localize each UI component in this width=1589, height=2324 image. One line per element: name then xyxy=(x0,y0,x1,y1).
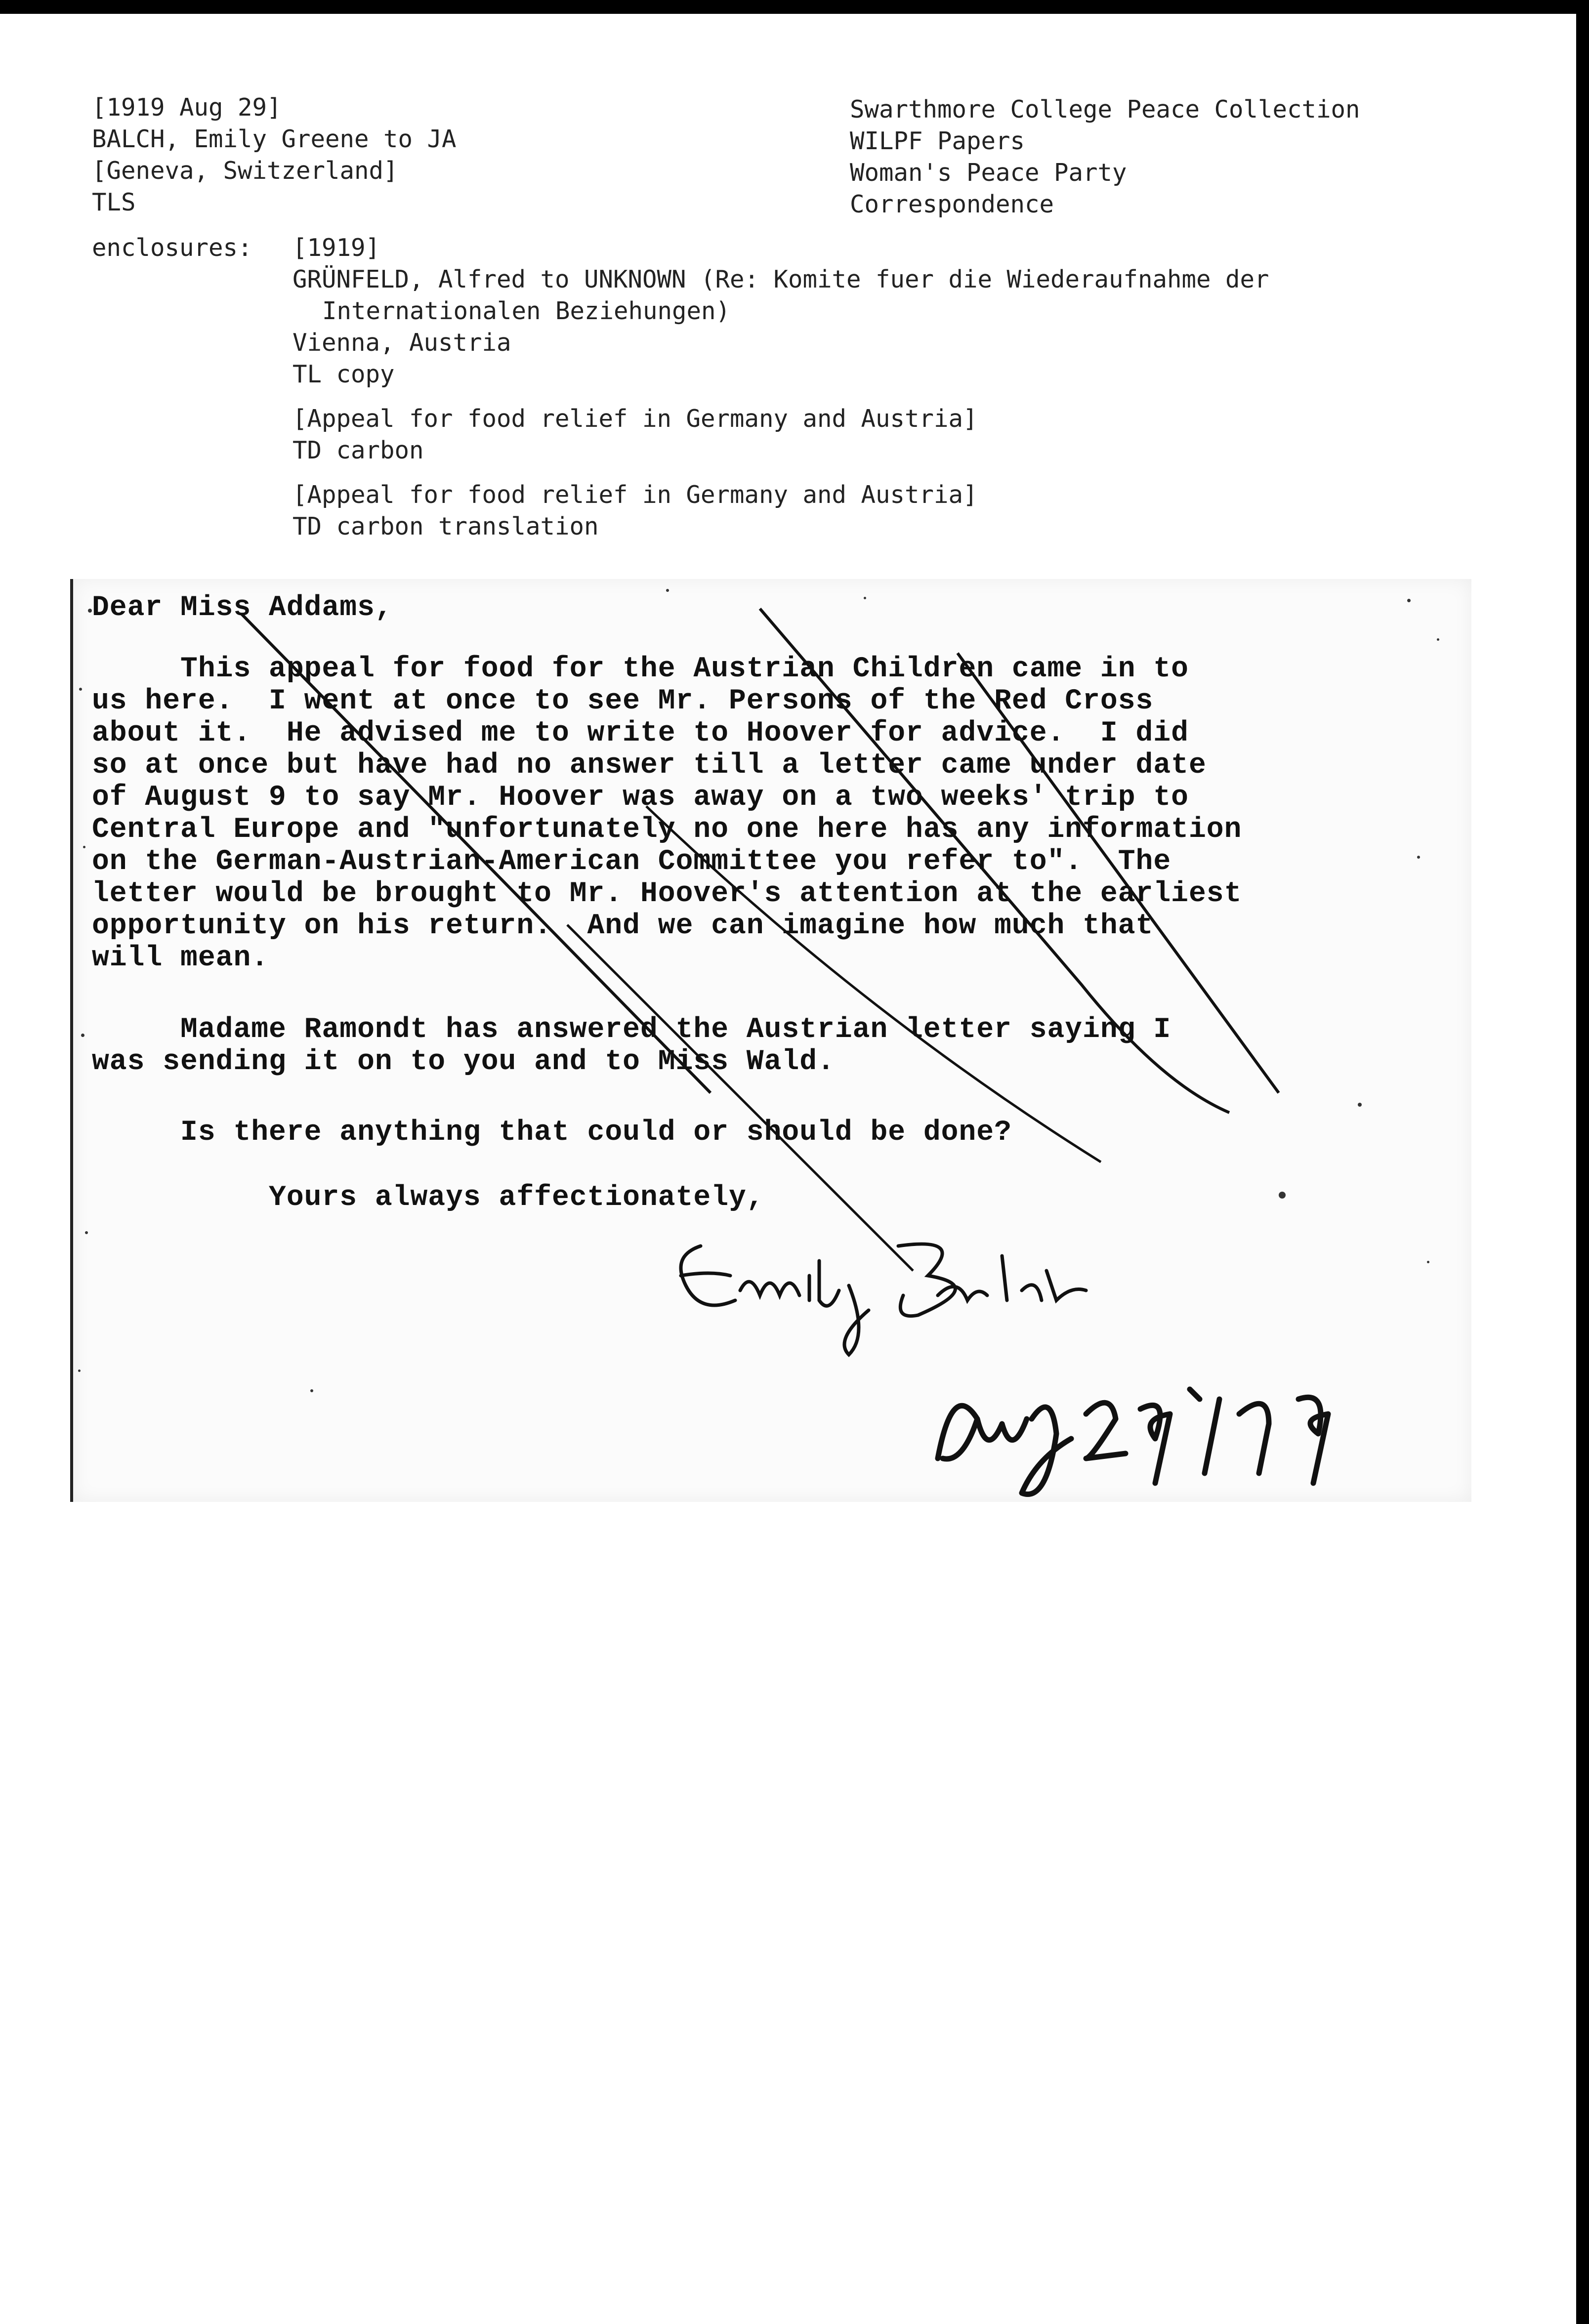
letter-line: about it. He advised me to write to Hoover for advice. I did xyxy=(92,717,1189,749)
scan-border-top xyxy=(0,0,1589,14)
letter-line: was sending it on to you and to Miss Wald. xyxy=(92,1046,835,1078)
letter-line: Madame Ramondt has answered the Austrian letter saying I xyxy=(92,1014,1171,1046)
strike-line xyxy=(760,609,1229,1113)
letter-line: so at once but have had no answer till a letter came under date xyxy=(92,749,1207,782)
enclosure-type: TL copy xyxy=(293,360,395,388)
collection-name: Swarthmore College Peace Collection xyxy=(850,95,1360,124)
collection-series: WILPF Papers xyxy=(850,127,1025,155)
enclosure-item xyxy=(293,232,1468,390)
letter-line: on the German-Austrian-American Committee you refer to". The xyxy=(92,846,1171,878)
letter-line: us here. I went at once to see Mr. Persons of the Red Cross xyxy=(92,685,1154,717)
letter-paragraph-3: Is there anything that could or should be done? xyxy=(92,1117,1012,1149)
strike-line xyxy=(646,806,1101,1162)
header-place: [Geneva, Switzerland] xyxy=(92,157,398,185)
enclosure-type: TD carbon translation xyxy=(293,512,599,540)
letter-line: opportunity on his return. And we can imagine how much that xyxy=(92,910,1154,942)
strike-line xyxy=(241,614,711,1093)
letter-line: This appeal for food for the Austrian Children came in to xyxy=(92,653,1189,685)
header-correspondents: BALCH, Emily Greene to JA xyxy=(92,125,457,153)
letter-closing: Yours always affectionately, xyxy=(92,1182,764,1214)
enclosure-item xyxy=(293,479,1468,542)
enclosure-date: [1919] xyxy=(293,234,380,262)
enclosure-title: [Appeal for food relief in Germany and Austria] xyxy=(293,481,978,509)
enclosure-title-cont: Internationalen Beziehungen) xyxy=(322,297,731,325)
enclosure-type: TD carbon xyxy=(293,436,424,464)
header-doc-type: TLS xyxy=(92,188,136,216)
enclosure-place: Vienna, Austria xyxy=(293,329,511,357)
letter-line: will mean. xyxy=(92,942,269,974)
archive-header-right xyxy=(850,94,1360,220)
signature-emily-balch xyxy=(661,1216,1106,1365)
enclosure-item xyxy=(293,403,1468,466)
letter-line: of August 9 to say Mr. Hoover was away on a two weeks' trip to xyxy=(92,782,1189,814)
scan-border-right xyxy=(1576,0,1589,2324)
handwritten-date-mark xyxy=(923,1360,1407,1508)
archive-header-left xyxy=(92,92,457,218)
header-date: [1919 Aug 29] xyxy=(92,93,282,122)
enclosure-title: GRÜNFELD, Alfred to UNKNOWN (Re: Komite fuer die Wiederaufnahme der xyxy=(293,265,1269,293)
letter-line: Central Europe and "unfortunately no one here has any information xyxy=(92,814,1242,846)
enclosures-label: enclosures: xyxy=(92,234,252,262)
collection-category: Correspondence xyxy=(850,190,1054,218)
enclosures-list xyxy=(293,232,1468,555)
collection-subseries: Woman's Peace Party xyxy=(850,159,1127,187)
letter-salutation: Dear Miss Addams, xyxy=(92,592,393,624)
letter-image xyxy=(70,579,1471,1502)
enclosure-title: [Appeal for food relief in Germany and Austria] xyxy=(293,405,978,433)
letter-line: letter would be brought to Mr. Hoover's attention at the earliest xyxy=(92,878,1242,910)
